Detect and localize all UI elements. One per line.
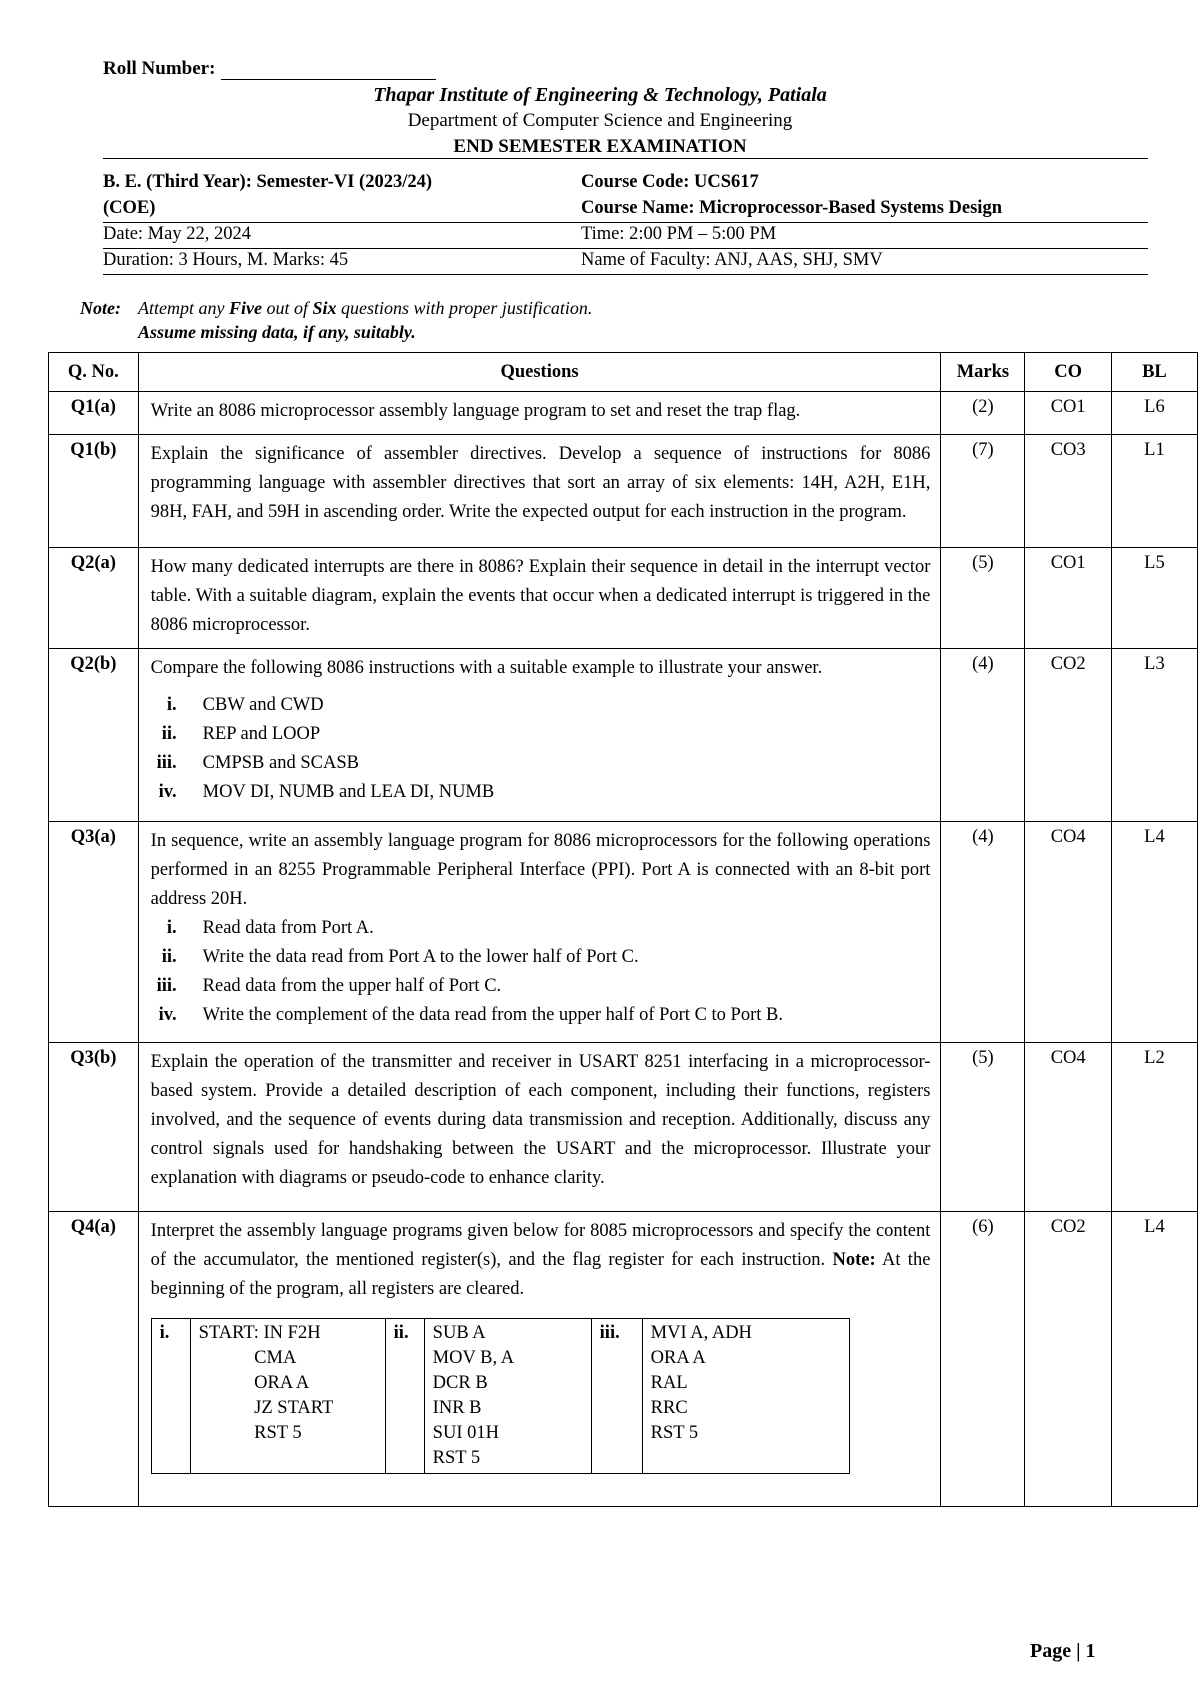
divider [103,222,1148,223]
program-row [151,1319,849,1474]
program-table [151,1318,850,1474]
code-block: SUB A MOV B, A DCR B INR B SUI 01H RST 5 [432,1323,515,1468]
question-co: CO4 [1025,822,1111,1043]
divider [103,158,1148,159]
item-text: Write the data read from Port A to the lower half of Port C. [202,947,639,967]
note-text: out of [261,298,313,318]
question-number: Q1(a) [49,392,139,435]
note-label: Note: [80,298,121,318]
list-item [151,778,931,807]
question-text-part: Interpret the assembly language programs given below for 8085 microprocessors and specify the content of the accumulator, the mentioned register(s), and the flag register for each instruction. [150,1221,931,1270]
sub-list [151,691,931,807]
code-block: MVI A, ADH ORA A RAL RRC RST 5 [650,1323,752,1443]
roll-number-blank [221,61,436,80]
question-co: CO2 [1025,649,1111,822]
roll-number-label: Roll Number: [103,58,216,79]
item-text: REP and LOOP [202,724,321,744]
question-marks: (4) [941,649,1025,822]
item-number: iii. [156,753,177,773]
question-text: In sequence, write an assembly language program for 8086 microprocessors for the following operations performed in an 8255 Programmable Peripheral Interface (PPI). Port A is connected with an 8-bit port address 20H. [150,831,931,909]
question-cell [138,1212,941,1507]
question-cell [138,822,941,1043]
table-header-row [49,353,1198,392]
course-code: Course Code: UCS617 [581,172,759,192]
item-number: iv. [158,1005,177,1025]
divider [103,248,1148,249]
list-item [151,943,931,972]
note-text: questions with proper justification. [336,298,593,318]
question-number: Q3(b) [49,1043,139,1212]
item-number: i. [166,695,177,715]
question-co: CO4 [1025,1043,1111,1212]
note-text: Six [312,298,337,318]
course-name: Course Name: Microprocessor-Based Systems Design [581,198,1002,218]
sub-list [151,914,931,1030]
item-number: iv. [158,782,177,802]
code-block: START: IN F2H CMA ORA A JZ START RST 5 [198,1323,334,1443]
faculty-names: Name of Faculty: ANJ, AAS, SHJ, SMV [581,250,883,270]
question-marks: (5) [941,548,1025,649]
question-marks: (4) [941,822,1025,1043]
table-row [49,1043,1198,1212]
institute-name: Thapar Institute of Engineering & Technology, Patiala [373,84,827,106]
question-bl: L1 [1111,435,1197,548]
branch: (COE) [103,198,156,218]
question-bl: L3 [1111,649,1197,822]
table-row [49,435,1198,548]
info-row [103,222,1148,248]
program-code [424,1319,591,1474]
header-qno: Q. No. [49,353,139,392]
table-row [49,649,1198,822]
list-item [151,749,931,778]
item-number: i. [166,918,177,938]
info-row [103,170,1148,196]
exam-time: Time: 2:00 PM – 5:00 PM [581,224,777,244]
question-co: CO2 [1025,1212,1111,1507]
instructions-note [80,296,592,344]
question-bl: L4 [1111,1212,1197,1507]
question-bl: L2 [1111,1043,1197,1212]
item-text: CBW and CWD [202,695,324,715]
item-number: iii. [156,976,177,996]
list-item [151,720,931,749]
question-marks: (5) [941,1043,1025,1212]
question-text: How many dedicated interrupts are there in 8086? Explain their sequence in detail in the interrupt vector table. With a suitable diagram, explain the events that occur when a dedicated interrupt is triggered in the 8086 microprocessor. [138,548,941,649]
note-text: Attempt any [138,298,229,318]
question-text-part: At the beginning of the program, all registers are cleared. [150,1250,931,1299]
header-questions: Questions [138,353,941,392]
page-number: Page | 1 [1030,1640,1096,1662]
list-item [151,1001,931,1030]
program-code [642,1319,849,1474]
question-marks: (6) [941,1212,1025,1507]
note-text: Five [228,298,262,318]
duration-marks: Duration: 3 Hours, M. Marks: 45 [103,250,349,270]
program-number: iii. [591,1319,642,1474]
question-number: Q1(b) [49,435,139,548]
item-text: Read data from Port A. [202,918,374,938]
question-number: Q3(a) [49,822,139,1043]
item-text: Read data from the upper half of Port C. [202,976,502,996]
question-text: Compare the following 8086 instructions with a suitable example to illustrate your answer. [150,658,823,678]
table-row [49,822,1198,1043]
note-label: Note: [832,1250,876,1270]
table-row [49,1212,1198,1507]
question-co: CO1 [1025,392,1111,435]
question-bl: L4 [1111,822,1197,1043]
question-number: Q2(b) [49,649,139,822]
program-code [190,1319,385,1474]
item-number: ii. [161,724,177,744]
table-row [49,548,1198,649]
questions-table [48,352,1198,1507]
program-number: ii. [385,1319,424,1474]
header-marks: Marks [941,353,1025,392]
info-row [103,196,1148,222]
item-text: Write the complement of the data read from the upper half of Port C to Port B. [202,1005,783,1025]
department-name: Department of Computer Science and Engineering [407,110,793,131]
semester-info: B. E. (Third Year): Semester-VI (2023/24) [103,172,432,192]
question-text: Explain the significance of assembler directives. Develop a sequence of instructions for 8086 programming language with assembler directives that sort an array of six elements: 14H, A2H, E1H, 98H, FAH, and 59H in ascending order. Write the expected output for each instruction in the program. [138,435,941,548]
exam-date: Date: May 22, 2024 [103,224,251,244]
list-item [151,691,931,720]
divider [103,274,1148,275]
question-text [151,1217,931,1304]
exam-title: END SEMESTER EXAMINATION [453,136,747,157]
question-number: Q2(a) [49,548,139,649]
question-bl: L5 [1111,548,1197,649]
item-number: ii. [161,947,177,967]
list-item [151,972,931,1001]
item-text: CMPSB and SCASB [202,753,359,773]
question-co: CO1 [1025,548,1111,649]
question-bl: L6 [1111,392,1197,435]
header-co: CO [1025,353,1111,392]
question-number: Q4(a) [49,1212,139,1507]
info-row [103,248,1148,274]
question-co: CO3 [1025,435,1111,548]
header-bl: BL [1111,353,1197,392]
note-line-2: Assume missing data, if any, suitably. [138,322,416,342]
question-cell [138,649,941,822]
roll-number [103,58,436,80]
question-text: Write an 8086 microprocessor assembly language program to set and reset the trap flag. [138,392,941,435]
item-text: MOV DI, NUMB and LEA DI, NUMB [202,782,495,802]
question-text: Explain the operation of the transmitter and receiver in USART 8251 interfacing in a microprocessor-based system. Provide a detailed description of each component, including their functions, registers involved, and the sequence of events during data transmission and reception. Additionally, discuss any control signals used for handshaking between the USART and the microprocessor. Illustrate your explanation with diagrams or pseudo-code to enhance clarity. [138,1043,941,1212]
program-number: i. [151,1319,190,1474]
question-marks: (7) [941,435,1025,548]
table-row [49,392,1198,435]
list-item [151,914,931,943]
question-marks: (2) [941,392,1025,435]
